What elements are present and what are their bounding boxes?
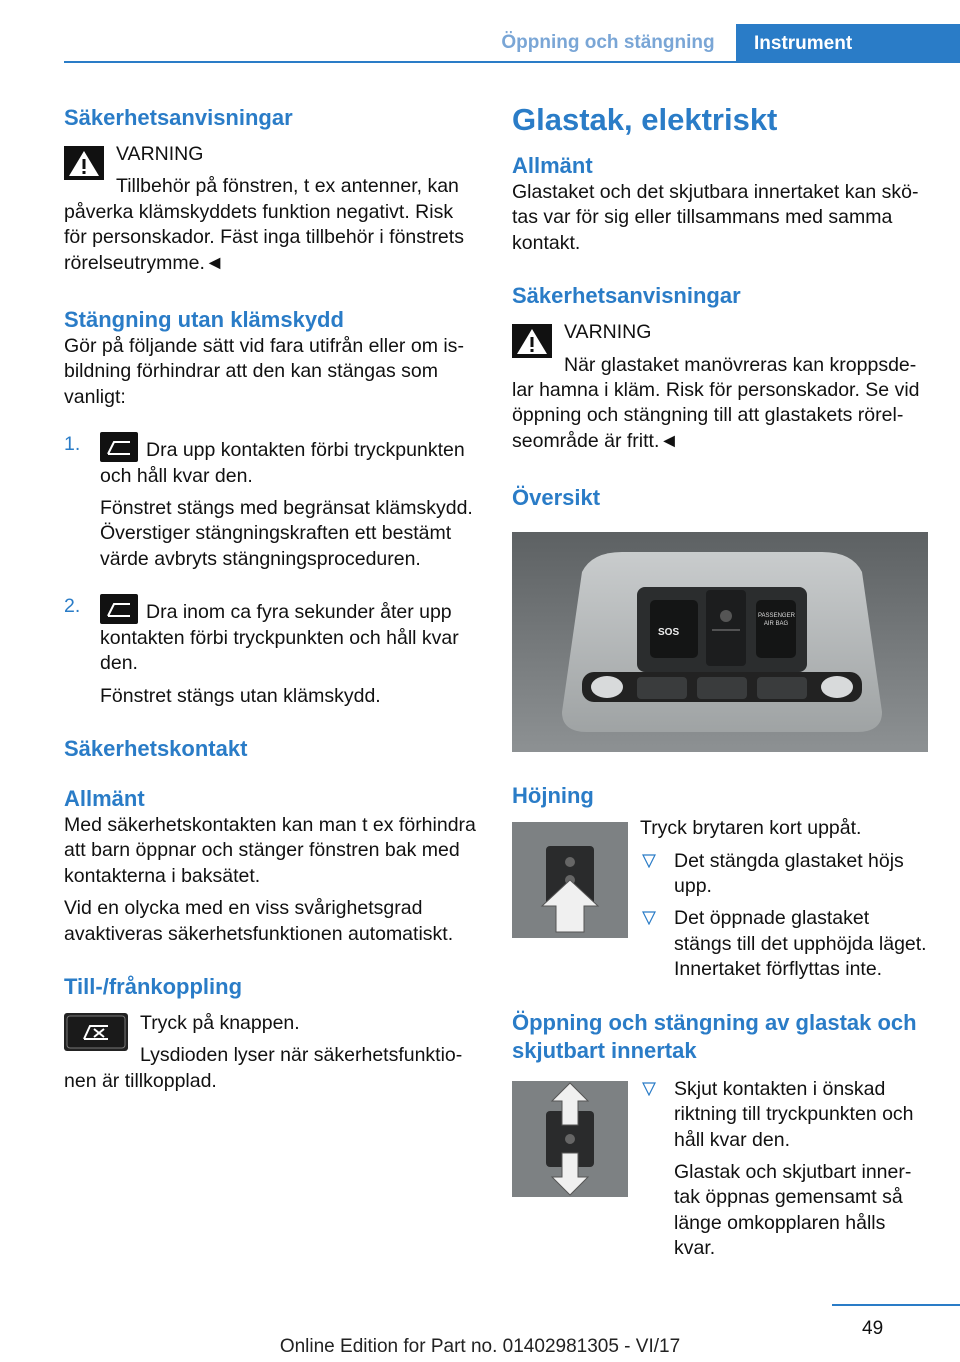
- general-heading: Allmänt: [64, 785, 145, 811]
- list-item: [640, 849, 928, 900]
- bullet-text: Det öppnade glastaket stängs till det upphöjda läget. Innertaket förflyttas inte.: [674, 907, 927, 981]
- warning-block: [512, 320, 928, 454]
- toggle-text: Tryck på knappen.: [140, 1011, 300, 1034]
- step-text: Dra inom ca fyra sekunder åter upp kontakten förbi tryckpunkten och håll kvar den.: [100, 601, 459, 675]
- warning-block: [64, 142, 478, 276]
- step-text: Dra upp kontakten förbi tryckpunkten och håll kvar den.: [100, 439, 465, 487]
- toggle-block: [64, 1011, 478, 1094]
- warning-triangle-icon: [512, 324, 552, 358]
- passenger-airbag-label: PASSENGER AIR BAG: [758, 613, 795, 628]
- chapter-tab[interactable]: Instrument: [736, 24, 960, 63]
- overview-photo: [512, 532, 928, 752]
- toggle-heading: Till-/frånkoppling: [64, 973, 243, 999]
- safety-switch-heading: Säkerhetskontakt: [64, 735, 248, 761]
- tilt-section: [512, 816, 928, 982]
- bullet-text: Det stängda glastaket höjs upp.: [674, 849, 904, 898]
- bullet-note: Glastak och skjutbart innertak öppnas gemensamt så länge omkopplaren hålls kvar.: [674, 1160, 912, 1260]
- bullet-triangle-icon: [642, 854, 656, 868]
- warning-title: VARNING: [116, 143, 204, 165]
- open-close-section: [512, 1077, 928, 1262]
- section-title: Öppning och stängning: [501, 32, 715, 53]
- tilt-switch-photo: [512, 822, 628, 938]
- right-column: [512, 100, 928, 1262]
- list-item: [64, 594, 478, 709]
- bullet-text: Skjut kontakten i önskad riktning till tryckpunkten och håll kvar den.: [674, 1077, 914, 1151]
- child-lock-button-icon: [64, 1013, 128, 1051]
- general-heading: Allmänt: [512, 153, 593, 178]
- list-item: [640, 1077, 928, 1262]
- bullet-triangle-icon: [642, 1082, 656, 1096]
- safety-heading: Säkerhetsanvisningar: [64, 105, 293, 130]
- safety-heading: Säkerhetsanvisningar: [512, 283, 741, 309]
- edition-note: Online Edition for Part no. 01402981305 - VI/17: [279, 1336, 681, 1357]
- tilt-heading: Höjning: [512, 783, 594, 809]
- warning-text: När glastaket manövreras kan kroppsdelar hamna i kläm. Risk för personskador. Se vid öppning och stängning till att glastakets rörelseområde är fritt.◄: [512, 353, 920, 452]
- window-switch-icon: [100, 594, 138, 624]
- closing-heading: Stängning utan klämskydd: [64, 307, 344, 333]
- left-column: [64, 100, 478, 1094]
- open-close-heading: Öppning och stängning av glastak och skjutbart innertak: [512, 1009, 917, 1063]
- step-number: 1.: [64, 433, 81, 456]
- step-note: Fönstret stängs med begränsat klämskydd. Överstiger stängningskraften ett bestämt värde avbryts stängningsproceduren.: [100, 497, 473, 570]
- footer-rule: [832, 1304, 960, 1306]
- warning-triangle-icon: [64, 146, 104, 180]
- step-number: 2.: [64, 595, 81, 618]
- page-title: Glastak, elektriskt: [512, 102, 778, 137]
- overview-heading: Översikt: [512, 485, 601, 511]
- closing-intro: Gör på följande sätt vid fara utifrån eller om isbildning förhindrar att den kan stängas som vanligt:: [64, 335, 464, 408]
- step-note: Fönstret stängs utan klämskydd.: [100, 684, 381, 707]
- bullet-triangle-icon: [642, 911, 656, 925]
- header-rule: [64, 61, 960, 63]
- general-paragraph: Vid en olycka med en viss svårighetsgrad avaktiveras säkerhetsfunktionen automatiskt.: [64, 897, 454, 945]
- toggle-text: Lysdioden lyser när säkerhetsfunktionen är tillkopplad.: [64, 1044, 463, 1092]
- general-paragraph: Med säkerhetskontakten kan man t ex förhindra att barn öppnar och stänger fönstren bak med kontakterna i baksätet.: [64, 813, 476, 887]
- tilt-intro: Tryck brytaren kort uppåt.: [640, 817, 862, 840]
- window-switch-icon: [100, 432, 138, 462]
- slide-switch-photo: [512, 1081, 628, 1197]
- page-number: 49: [862, 1318, 884, 1339]
- list-item: [64, 432, 478, 572]
- general-paragraph: Glastaket och det skjutbara innertaket kan skötas var för sig eller tillsammans med samma kontakt.: [512, 181, 919, 254]
- sos-label: SOS: [658, 627, 680, 639]
- list-item: [640, 906, 928, 982]
- warning-text: Tillbehör på fönstren, t ex antenner, kan påverka klämskyddets funktion negativt. Risk för personskador. Fäst inga tillbehör i fönstrets rörelseutrymme.◄: [64, 175, 464, 274]
- warning-title: VARNING: [564, 321, 652, 344]
